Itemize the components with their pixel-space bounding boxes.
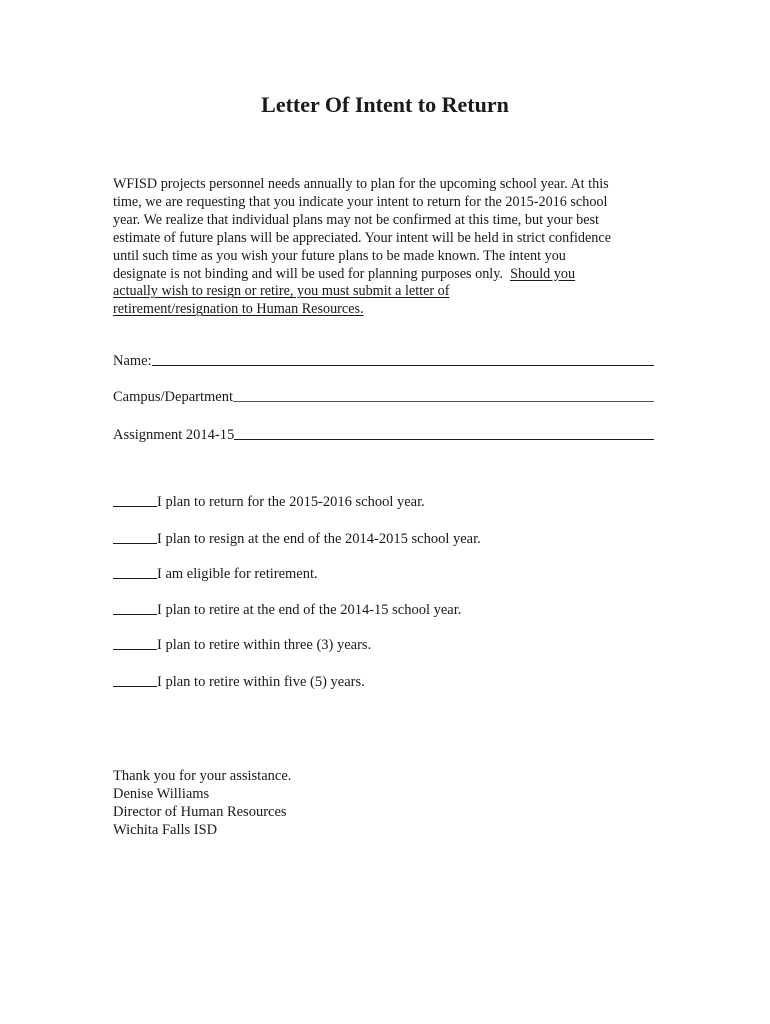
- option-blank[interactable]: [113, 686, 157, 687]
- option-label: I am eligible for retirement.: [157, 566, 318, 582]
- option-blank[interactable]: [113, 578, 157, 579]
- name-field[interactable]: [113, 350, 654, 370]
- name-input-line[interactable]: [152, 365, 654, 366]
- assignment-field[interactable]: [113, 424, 654, 444]
- intro-underlined-text: Should you: [510, 265, 576, 282]
- assignment-label: Assignment 2014-15: [113, 427, 235, 443]
- intro-line-text: designate is not binding and will be used for planning purposes only.: [113, 265, 503, 282]
- signature-block: [113, 767, 291, 839]
- intro-line: year. We realize that individual plans may not be confirmed at this time, but your best: [113, 211, 599, 228]
- signer-organization: Wichita Falls ISD: [113, 822, 218, 838]
- option-blank[interactable]: [113, 649, 157, 650]
- intro-underlined-line: actually wish to resign or retire, you must submit a letter of: [113, 283, 450, 300]
- campus-department-field[interactable]: [113, 386, 654, 406]
- option-blank[interactable]: [113, 506, 157, 507]
- option-retire-end-of-year[interactable]: [113, 602, 461, 619]
- option-retire-three-years[interactable]: [113, 637, 371, 654]
- intro-underlined-line: retirement/resignation to Human Resources.: [113, 301, 364, 318]
- option-label: I plan to return for the 2015-2016 school year.: [157, 494, 425, 510]
- option-label: I plan to resign at the end of the 2014-2015 school year.: [157, 531, 481, 547]
- intro-line: [113, 266, 658, 284]
- closing-thanks: Thank you for your assistance.: [113, 768, 292, 784]
- campus-department-input-line[interactable]: [233, 401, 654, 402]
- intro-line: WFISD projects personnel needs annually to plan for the upcoming school year. At this: [113, 176, 609, 192]
- intro-line: time, we are requesting that you indicate your intent to return for the 2015-2016 school: [113, 193, 608, 210]
- option-label: I plan to retire at the end of the 2014-15 school year.: [157, 602, 462, 618]
- option-blank[interactable]: [113, 543, 157, 544]
- option-return[interactable]: [113, 494, 425, 511]
- intro-line: estimate of future plans will be appreciated. Your intent will be held in strict confidence: [113, 229, 611, 246]
- assignment-input-line[interactable]: [234, 439, 654, 440]
- signer-name: Denise Williams: [113, 786, 210, 802]
- option-blank[interactable]: [113, 614, 157, 615]
- intro-paragraph: [113, 176, 658, 319]
- page-title: Letter Of Intent to Return: [261, 92, 509, 117]
- option-label: I plan to retire within three (3) years.: [157, 637, 372, 653]
- option-resign[interactable]: [113, 531, 481, 548]
- intro-line: until such time as you wish your future plans to be made known. The intent you: [113, 247, 566, 264]
- option-retire-five-years[interactable]: [113, 674, 365, 691]
- option-label: I plan to retire within five (5) years.: [157, 674, 365, 690]
- option-eligible-retirement[interactable]: [113, 566, 318, 583]
- signer-role: Director of Human Resources: [113, 804, 287, 820]
- name-label: Name:: [113, 353, 152, 369]
- campus-department-label: Campus/Department: [113, 389, 234, 405]
